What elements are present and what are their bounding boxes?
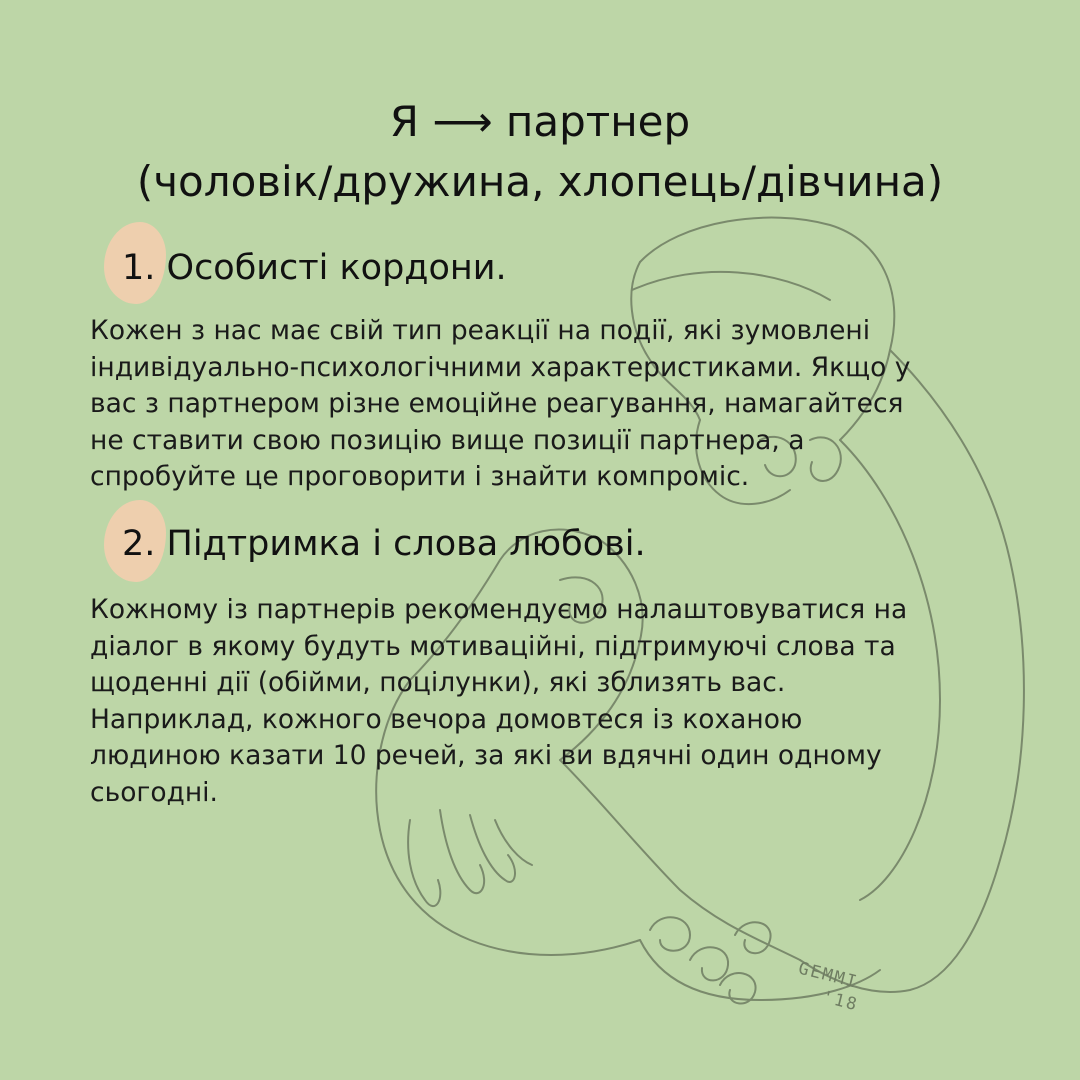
signature-name: GEMMI bbox=[796, 958, 861, 993]
paragraph-line: діалог в якому будуть мотиваційні, підтримуючі слова та bbox=[90, 630, 896, 662]
section-2-paragraph bbox=[90, 592, 990, 811]
paragraph-line: щоденні дії (обійми, поцілунки), які зблизять вас. bbox=[90, 667, 786, 698]
paragraph-line: Кожен з нас має свій тип реакції на події, які зумовлені bbox=[90, 315, 871, 346]
paragraph-line: не ставити свою позицію вище позиції партнера, а bbox=[90, 424, 805, 456]
title-line-2: (чоловік/дружина, хлопець/дівчина) bbox=[136, 157, 944, 206]
paragraph-line: Кожному із партнерів рекомендуємо налаштовуватися на bbox=[90, 594, 908, 625]
signature-year: '18 bbox=[820, 987, 861, 1016]
page-title bbox=[0, 92, 1080, 212]
section-1-paragraph bbox=[90, 313, 990, 496]
paragraph-line: людиною казати 10 речей, за які ви вдячні один одному bbox=[90, 740, 882, 771]
paragraph-line: спробуйте це проговорити і знайти компроміс. bbox=[90, 461, 750, 492]
title-line-1: Я ⟶ партнер bbox=[389, 97, 691, 146]
section-1-heading: 1. Особисті кордони. bbox=[122, 248, 507, 288]
left-hand bbox=[408, 820, 440, 906]
right-hand bbox=[650, 917, 690, 950]
paragraph-line: Наприклад, кожного вечора домовтеся із коханою bbox=[90, 703, 803, 735]
section-2-heading: 2. Підтримка і слова любові. bbox=[122, 524, 646, 564]
paragraph-line: індивідуально-психологічними характеристиками. Якщо у bbox=[90, 351, 911, 383]
paragraph-line: вас з партнером різне емоційне реагування, намагайтеся bbox=[90, 388, 904, 419]
paragraph-line: сьогодні. bbox=[90, 776, 218, 808]
